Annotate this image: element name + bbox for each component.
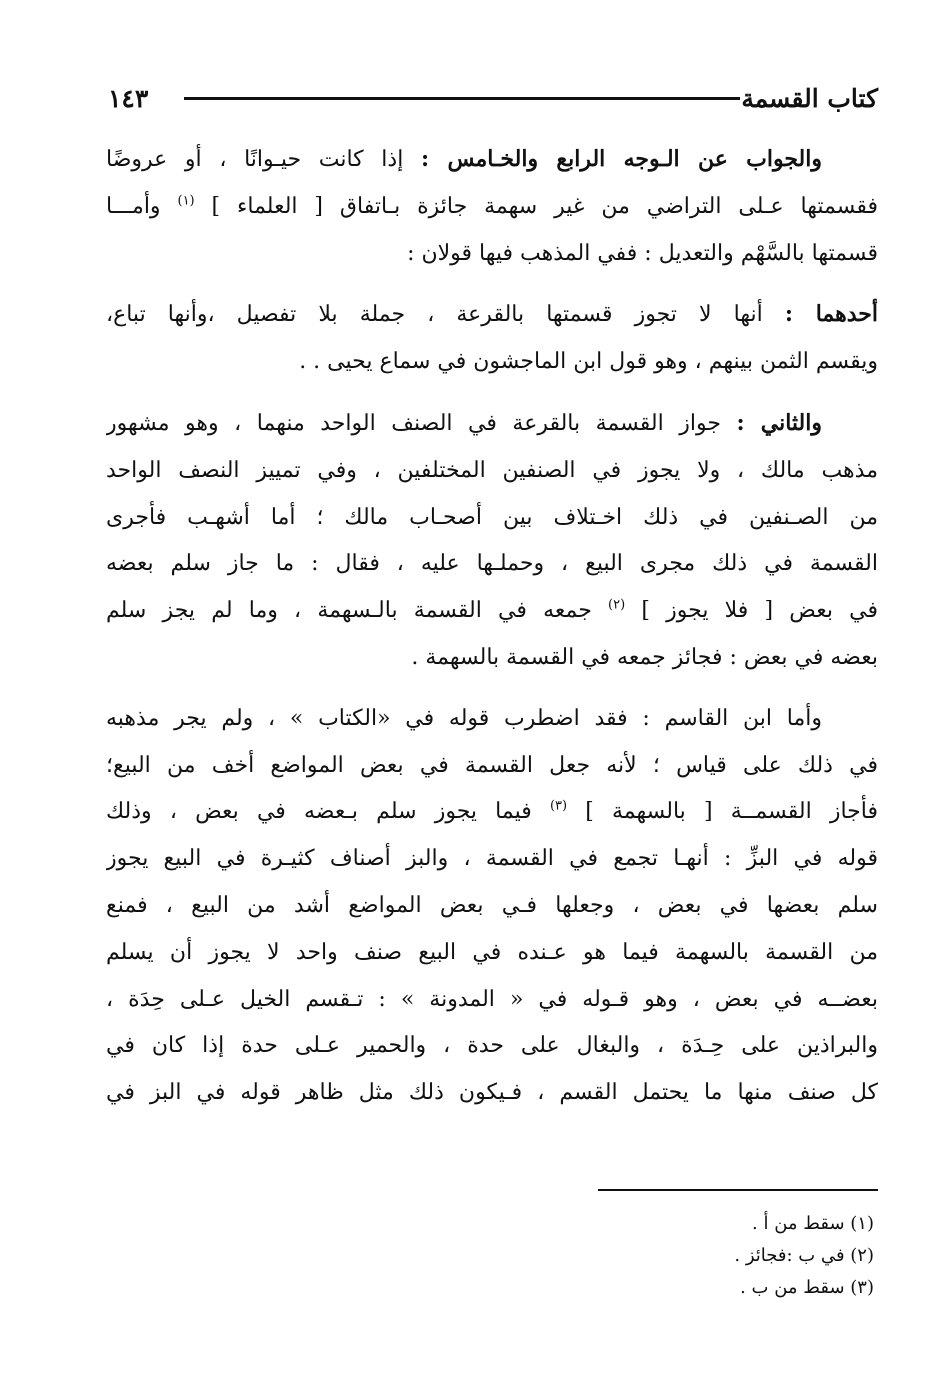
line-text: في ذلك على قياس ؛ لأنه جعل القسمة في بعض المواضع أخف من البيع؛ — [106, 752, 878, 778]
header-rule — [184, 97, 740, 100]
line-text: فأجاز القسمــة [ بالسهمة ] — [585, 799, 878, 825]
line-text: من الصـنفين في ذلك اخـتلاف بين أصحـاب مالك ؛ أما أشهـب فأجرى — [106, 504, 878, 530]
footnote: (١) سقط من أ . — [752, 1213, 874, 1234]
text-line — [106, 696, 878, 743]
text-line — [106, 184, 878, 231]
footnote: (٢) في ب :فجائز . — [734, 1245, 874, 1266]
text-line — [106, 339, 878, 386]
lead-phrase: أحدهما : — [784, 301, 878, 328]
line-text: القسمة في ذلك مجرى البيع ، وحملـها عليه ، فقال : ما جاز سلم بعضه — [106, 551, 878, 577]
lead-phrase: والجواب عن الـوجه الرابع والخـامس : — [421, 146, 822, 172]
lead-phrase: والثاني : — [736, 409, 822, 436]
footnote-separator — [598, 1189, 878, 1191]
line-text: من القسمة بالسهمة فيما هو عـنده في البيع صنف واحد لا يجوز أن يسلم — [106, 939, 878, 965]
text-line — [106, 789, 878, 836]
running-title: كتاب القسمة — [741, 84, 878, 113]
text-line — [106, 541, 878, 588]
line-text: إذا كانت حيـوانًا ، أو عروضًا — [106, 147, 421, 172]
text-line — [106, 588, 878, 635]
paragraph — [106, 291, 878, 386]
footnote-ref: (٣) — [549, 799, 568, 815]
text-line — [106, 400, 878, 448]
line-text: أنها لا تجوز قسمتها بالقرعة ، جملة بلا تفصيل ،وأنها تباع، — [106, 302, 785, 328]
text-line — [106, 743, 878, 790]
line-text: فيما يجوز سلم بـعضه في بعض ، وذلك — [106, 799, 550, 825]
paragraph — [106, 400, 878, 682]
text-line — [106, 883, 878, 930]
line-text: بعضه في بعض : فجائز جمعه في القسمة بالسهمة . — [411, 644, 878, 670]
page-number: ١٤٣ — [108, 84, 149, 113]
line-text: كل صنف منها ما يحتمل القسم ، فـيكون ذلك مثل ظاهر قوله في البز في — [106, 1080, 878, 1106]
text-line — [106, 635, 878, 682]
line-text: والبراذين على حِـدَة ، والبغال على حدة ، والحمير عـلى حدة إذا كان في — [106, 1033, 878, 1059]
line-text: وأمـــا — [106, 193, 178, 219]
footnote: (٣) سقط من ب . — [740, 1277, 874, 1298]
line-text: جواز القسمة بالقرعة في الصنف الواحد منهما ، وهو مشهور — [106, 410, 737, 436]
line-text: فقسمتها عـلى التراضي من غير سهمة جائزة بـاتفاق [ العلماء ] — [211, 193, 878, 219]
text-line — [106, 136, 878, 184]
text-line — [106, 1070, 878, 1117]
line-text: في بعض [ فلا يجوز ] — [641, 598, 878, 624]
text-line — [106, 448, 878, 495]
footnote-ref: (١) — [177, 193, 195, 209]
footnotes — [474, 1208, 874, 1304]
text-line — [106, 231, 878, 278]
line-text: بعضــه في بعض ، وهو قـوله في « المدونة » : تـقسم الخيل عـلى حِدَة ، — [106, 986, 878, 1012]
text-line — [106, 977, 878, 1024]
text-line — [106, 836, 878, 883]
line-text: ويقسم الثمن بينهم ، وهو قول ابن الماجشون في سماع يحيى . . — [299, 349, 878, 375]
line-text: سلم بعضها في بعض ، وجعلها فـي بعض المواضع أشد من البيع ، فمنع — [106, 892, 878, 918]
line-text: جمعه في القسمة بالـسهمة ، وما لم يجز سلم — [106, 598, 609, 624]
line-text: وأما ابن القاسم : فقد اضطرب قوله في «الكتاب » ، ولم يجر مذهبه — [106, 705, 822, 731]
text-line — [106, 291, 878, 339]
text-line — [106, 1023, 878, 1070]
text-line — [106, 495, 878, 542]
running-header — [108, 82, 878, 116]
line-text: مذهب مالك ، ولا يجوز في الصنفين المختلفين ، وفي تمييز النصف الواحد — [106, 457, 878, 483]
footnote-ref: (٢) — [608, 597, 626, 613]
paragraph — [106, 136, 878, 277]
text-line — [106, 930, 878, 977]
paragraph — [106, 696, 878, 1117]
line-text: قوله في البزِّ : أنهـا تجمع في القسمة ، والبز أصناف كثيـرة في البيع يجوز — [106, 846, 878, 872]
body-text — [106, 136, 878, 1131]
line-text: قسمتها بالسَّهْم والتعديل : ففي المذهب فيها قولان : — [407, 240, 878, 266]
